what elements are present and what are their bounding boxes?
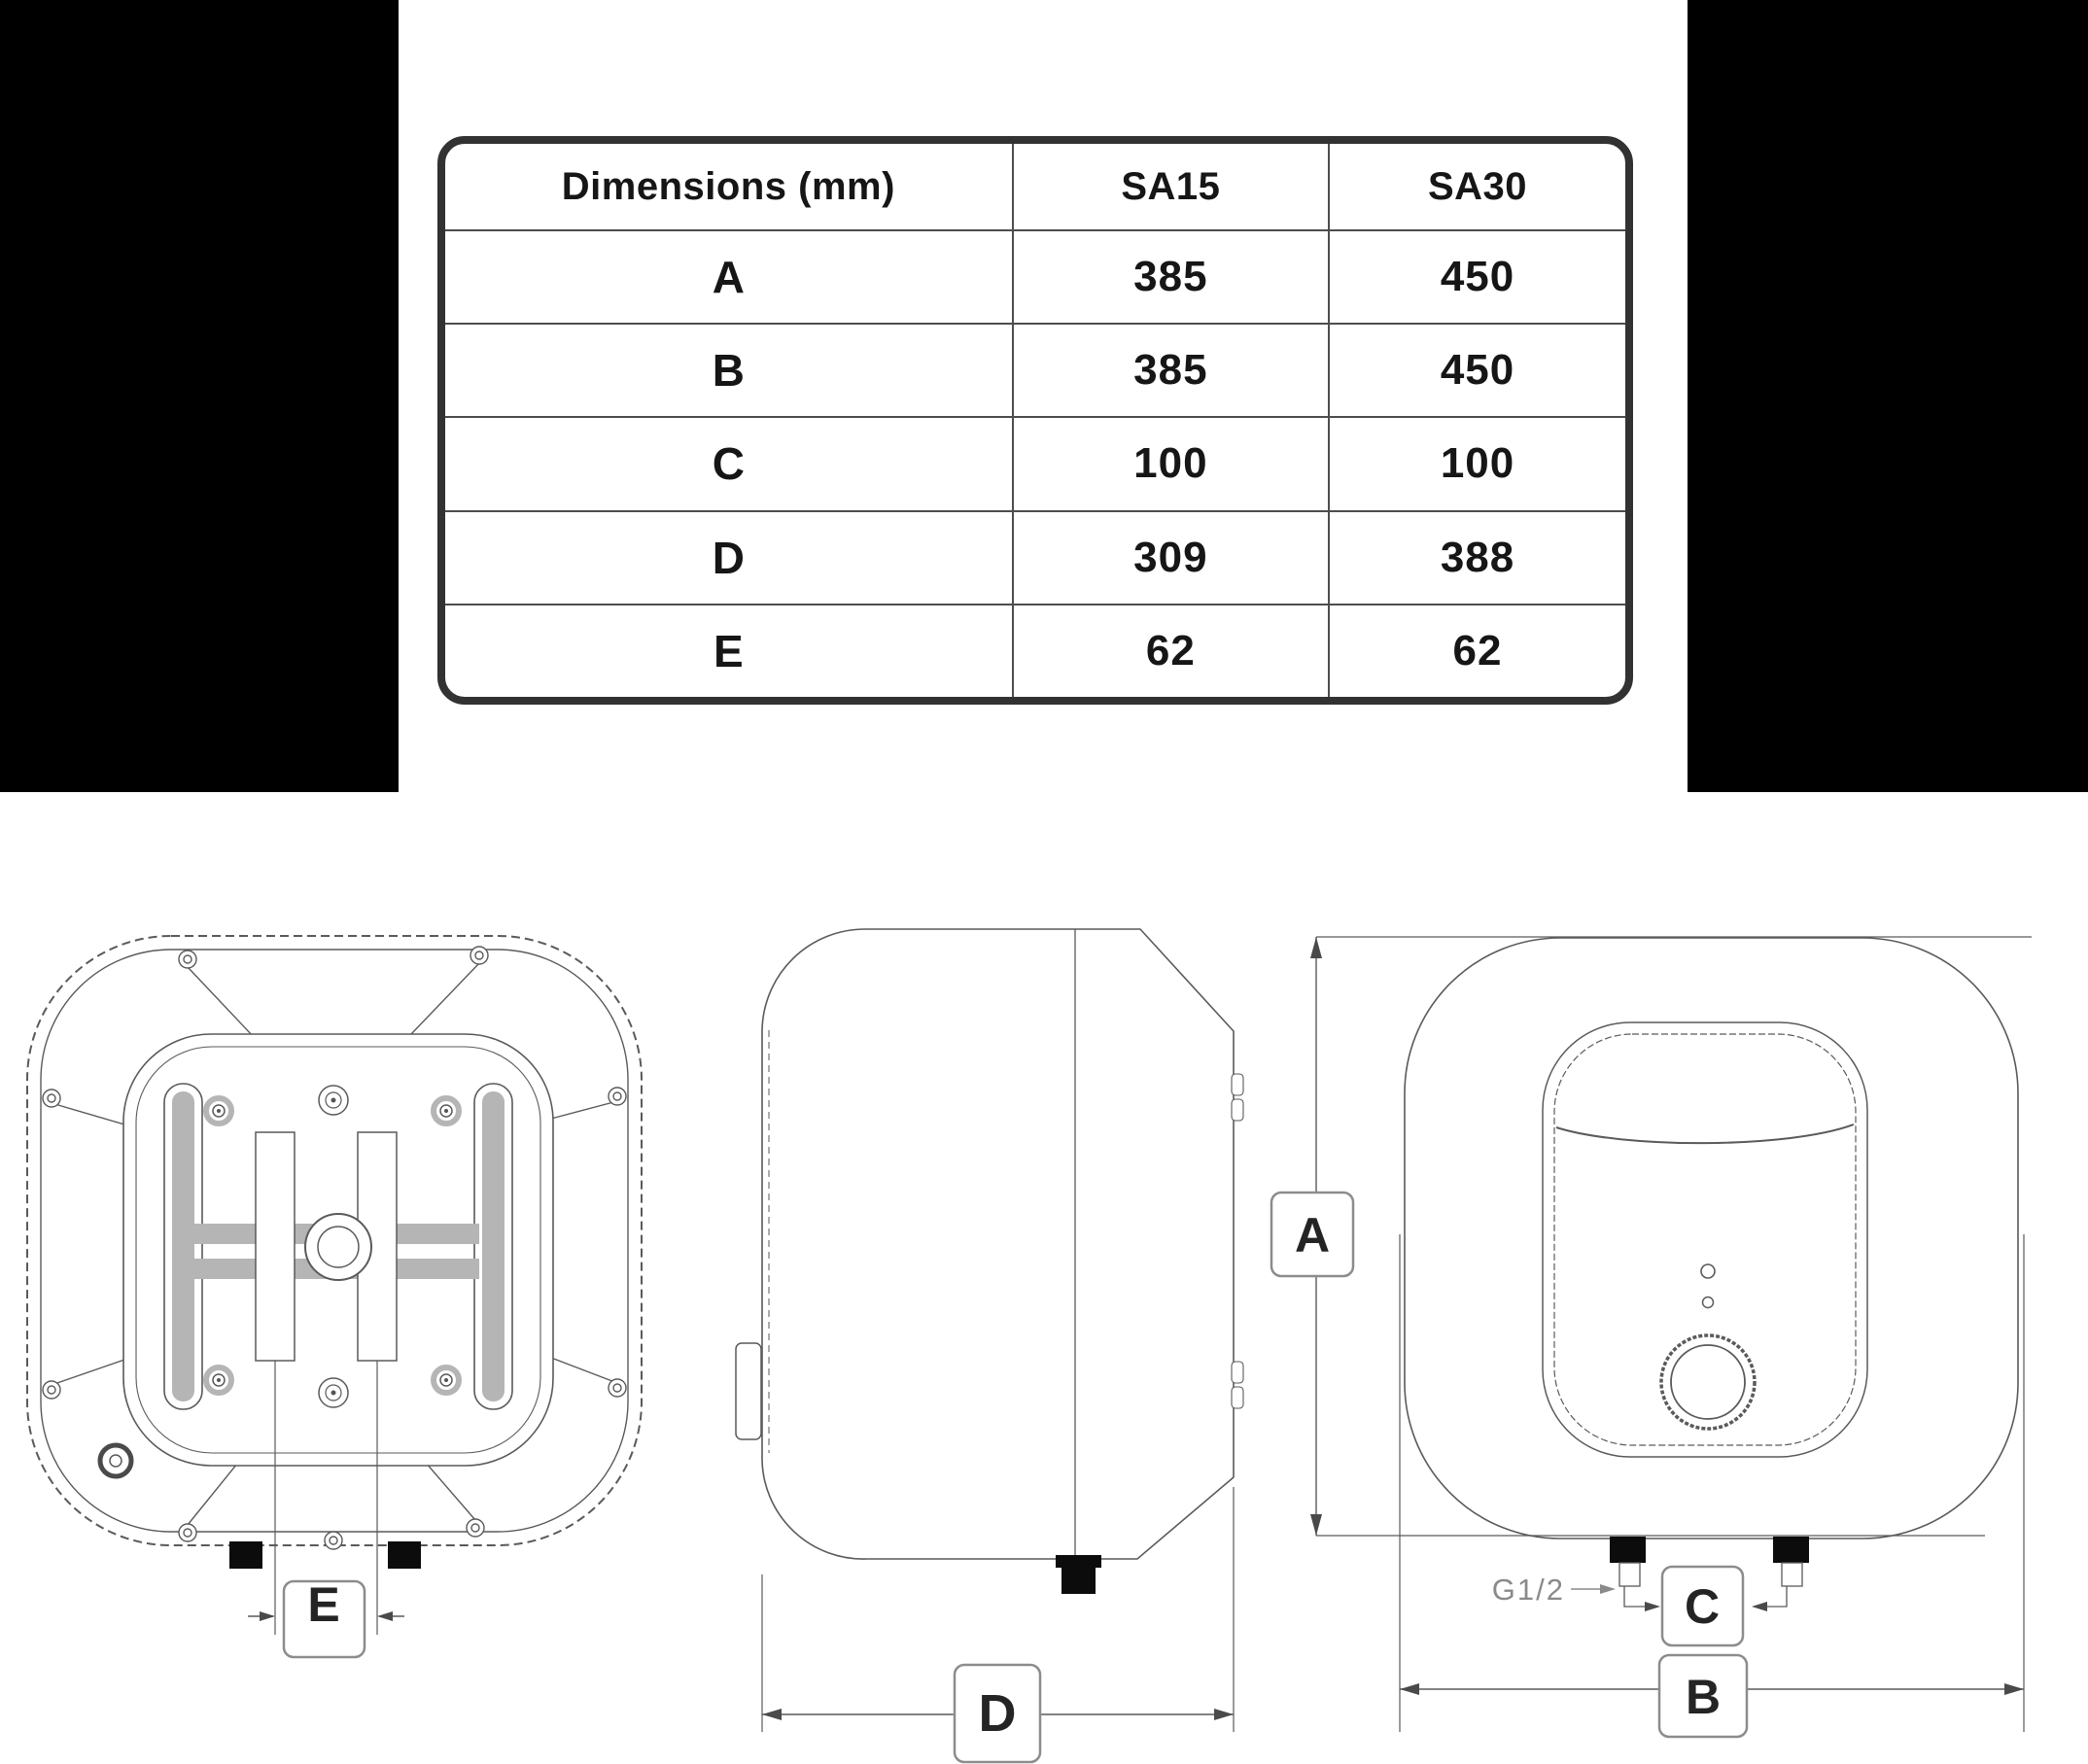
keyhole-slot-right — [474, 1084, 512, 1409]
side-view-drawing — [729, 904, 1259, 1764]
table-row — [445, 323, 1625, 416]
row-c-sa30: 100 — [1328, 418, 1625, 509]
label-b: B — [1685, 1670, 1722, 1724]
dimension-c — [1624, 1567, 1787, 1645]
row-a-sa15: 385 — [1012, 231, 1328, 323]
header-sa30: SA30 — [1328, 144, 1625, 229]
indicator-dot-1 — [1701, 1264, 1715, 1278]
table-row — [445, 510, 1625, 604]
label-a: A — [1294, 1208, 1331, 1262]
header-dimensions: Dimensions (mm) — [561, 164, 895, 208]
pipe-stub-right — [388, 1541, 421, 1569]
row-b-sa15: 385 — [1012, 325, 1328, 416]
row-b-sa30: 450 — [1328, 325, 1625, 416]
row-c-label: C — [712, 438, 745, 490]
pipe-stub-side — [1056, 1555, 1101, 1594]
wall-bracket — [736, 1343, 761, 1439]
header-sa15: SA15 — [1012, 144, 1328, 229]
redaction-bar-left — [0, 0, 399, 792]
door-panel-outer — [1543, 1022, 1867, 1457]
back-view-drawing — [15, 918, 676, 1764]
central-fitting — [305, 1214, 371, 1280]
front-view-drawing — [1264, 904, 2088, 1764]
indicator-dot-2 — [1703, 1297, 1714, 1308]
row-a-sa30: 450 — [1328, 231, 1625, 323]
row-d-sa30: 388 — [1328, 512, 1625, 604]
mounting-rail-left — [256, 1132, 295, 1361]
row-d-label: D — [712, 532, 745, 583]
table-row — [445, 229, 1625, 323]
row-e-label: E — [713, 625, 744, 676]
drain-boss — [100, 1445, 131, 1476]
redaction-bar-right — [1688, 0, 2088, 792]
row-a-label: A — [712, 252, 745, 303]
table-header-row — [445, 144, 1625, 229]
keyhole-slot-left — [164, 1084, 202, 1409]
label-e: E — [307, 1577, 340, 1632]
side-body — [762, 929, 1234, 1559]
thread-label: G1/2 — [1491, 1573, 1565, 1607]
row-e-sa30: 62 — [1328, 605, 1625, 697]
thread-callout — [1492, 1573, 1616, 1607]
label-c: C — [1684, 1579, 1721, 1634]
row-e-sa15: 62 — [1012, 605, 1328, 697]
table-row — [445, 416, 1625, 509]
row-b-label: B — [712, 345, 745, 397]
dimensions-table — [437, 136, 1633, 705]
label-d: D — [978, 1684, 1017, 1743]
row-c-sa15: 100 — [1012, 418, 1328, 509]
row-d-sa15: 309 — [1012, 512, 1328, 604]
pipe-stub-left — [229, 1541, 262, 1569]
table-row — [445, 604, 1625, 697]
